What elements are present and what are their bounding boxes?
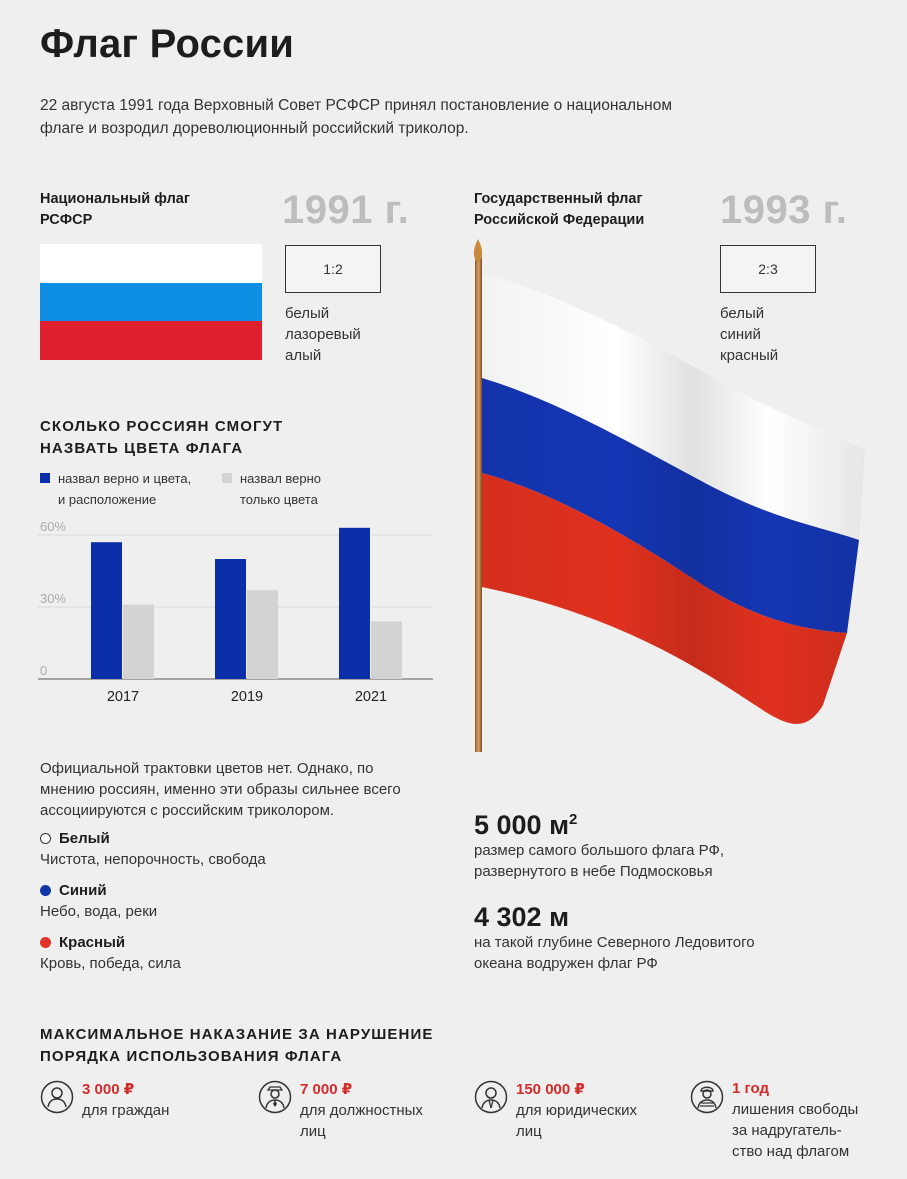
flag-1991-label	[40, 189, 190, 231]
penalty-citizens-desc: для граждан	[82, 1102, 170, 1119]
meaning-red-title: Красный	[59, 934, 126, 951]
penalty-legal-desc-line1: для юридических	[516, 1102, 637, 1119]
x-tick-label: 2017	[106, 689, 140, 705]
rsfsr-flag-blue-stripe	[40, 283, 262, 322]
flag-1993-ratio: 2:3	[720, 245, 816, 293]
legend-series-1-swatch	[40, 473, 50, 483]
flag-1991-colors	[285, 303, 361, 366]
survey-heading	[40, 416, 283, 460]
flag-1991-color-scarlet: алый	[285, 347, 322, 364]
fact-depth-desc	[474, 932, 755, 974]
flag-1991-label-line1: Национальный флаг	[40, 191, 190, 207]
fact-area-value	[474, 810, 577, 841]
y-tick-label: 60%	[40, 519, 67, 534]
prisoner-icon	[690, 1080, 724, 1114]
penalty-prison-amount: 1 год	[732, 1080, 770, 1097]
bar-colors-only-2019	[247, 590, 278, 679]
bar-colors-only-2017	[123, 605, 154, 679]
survey-heading-line1: СКОЛЬКО РОССИЯН СМОГУТ	[40, 418, 284, 435]
meaning-red	[40, 934, 181, 972]
flag-1991-color-white: белый	[285, 305, 330, 322]
x-tick-label: 2021	[354, 689, 388, 705]
penalty-legal-entities	[474, 1080, 637, 1142]
flag-1993-label	[474, 189, 644, 231]
flag-1993-label-line2: Российской Федерации	[474, 212, 645, 228]
intro-text: 22 августа 1991 года Верховный Совет РСФСР принял постановление о национальном флаге и возродил дореволюционный российский триколор.	[40, 97, 673, 137]
citizen-icon	[40, 1080, 74, 1114]
penalty-heading-line2: ПОРЯДКА ИСПОЛЬЗОВАНИЯ ФЛАГА	[40, 1048, 343, 1065]
official-icon	[258, 1080, 292, 1114]
x-tick-label: 2019	[230, 689, 264, 705]
fact-depth-desc-line2: океана водружен флаг РФ	[474, 955, 658, 972]
y-tick-label: 30%	[40, 591, 67, 606]
legal-entity-icon	[474, 1080, 508, 1114]
penalty-officials-desc-line2: лиц	[300, 1123, 326, 1140]
rsfsr-flag-image	[40, 244, 262, 360]
penalty-legal-amount: 150 000 ₽	[516, 1081, 585, 1098]
page-title: Флаг России	[40, 22, 295, 66]
meaning-white-desc: Чистота, непорочность, свобода	[40, 851, 266, 868]
flag-1991-label-line2: РСФСР	[40, 212, 93, 228]
rsfsr-flag-red-stripe	[40, 321, 262, 360]
bar-colors-and-order-2019	[215, 559, 246, 679]
fact-area-superscript: 2	[569, 811, 578, 828]
flag-1993-year: 1993 г.	[720, 188, 848, 232]
fact-area-desc-line2: развернутого в небе Подмосковья	[474, 863, 713, 880]
white-dot-icon	[40, 833, 51, 844]
legend-series-1-line1: назвал верно и цвета,	[58, 471, 192, 486]
flag-1993-color-white: белый	[720, 305, 765, 322]
penalty-officials	[258, 1080, 423, 1142]
bar-colors-and-order-2021	[339, 528, 370, 679]
legend-series-1-line2: и расположение	[58, 492, 157, 507]
penalty-prison-desc-line2: за надругатель-	[732, 1122, 842, 1139]
penalty-prison-desc-line3: ство над флагом	[732, 1143, 850, 1160]
meaning-white	[40, 830, 266, 868]
flagpole	[475, 257, 482, 752]
blue-dot-icon	[40, 885, 51, 896]
legend-series-2-swatch	[222, 473, 232, 483]
penalty-heading	[40, 1024, 433, 1068]
penalty-officials-desc-line1: для должностных	[300, 1102, 423, 1119]
russian-flag-illustration	[455, 235, 875, 755]
bar-colors-only-2021	[371, 621, 402, 679]
flag-1993-color-red: красный	[720, 347, 779, 364]
meaning-blue-desc: Небо, вода, реки	[40, 903, 158, 920]
legend-series-1	[40, 468, 191, 510]
survey-heading-line2: НАЗВАТЬ ЦВЕТА ФЛАГА	[40, 440, 244, 457]
flag-1991-color-azure: лазоревый	[285, 326, 361, 343]
penalty-prison-desc-line1: лишения свободы	[732, 1101, 859, 1118]
flag-1993-label-line1: Государственный флаг	[474, 191, 643, 207]
survey-bar-chart	[38, 515, 438, 710]
red-dot-icon	[40, 937, 51, 948]
rsfsr-flag-white-stripe	[40, 244, 262, 283]
legend-series-2-line1: назвал верно	[240, 471, 322, 486]
fact-depth-value: 4 302 м	[474, 902, 570, 932]
fact-area-desc-line1: размер самого большого флага РФ,	[474, 842, 725, 859]
meaning-blue	[40, 882, 157, 920]
meaning-white-title: Белый	[59, 830, 110, 847]
penalty-citizens	[40, 1080, 169, 1121]
legend-series-2	[222, 468, 321, 510]
penalty-imprisonment	[690, 1080, 858, 1162]
penalty-legal-desc-line2: лиц	[516, 1123, 542, 1140]
penalty-citizens-amount: 3 000 ₽	[82, 1081, 135, 1098]
fact-area-desc	[474, 840, 724, 882]
legend-series-2-line2: только цвета	[240, 492, 318, 507]
fact-depth-desc-line1: на такой глубине Северного Ледовитого	[474, 934, 755, 951]
meaning-blue-title: Синий	[59, 882, 107, 899]
y-tick-label: 0	[40, 663, 48, 678]
penalty-officials-amount: 7 000 ₽	[300, 1081, 353, 1098]
penalty-heading-line1: МАКСИМАЛЬНОЕ НАКАЗАНИЕ ЗА НАРУШЕНИЕ	[40, 1026, 434, 1043]
bar-colors-and-order-2017	[91, 542, 122, 679]
fact-area-number: 5 000 м	[474, 810, 570, 840]
meanings-intro: Официальной трактовки цветов нет. Однако, по мнению россиян, именно эти образы сильнее всего ассоциируются с российским триколором.	[40, 760, 401, 819]
flag-1991-year: 1991 г.	[282, 188, 410, 232]
flag-1991-ratio: 1:2	[285, 245, 381, 293]
meaning-red-desc: Кровь, победа, сила	[40, 955, 181, 972]
flag-1993-color-blue: синий	[720, 326, 761, 343]
